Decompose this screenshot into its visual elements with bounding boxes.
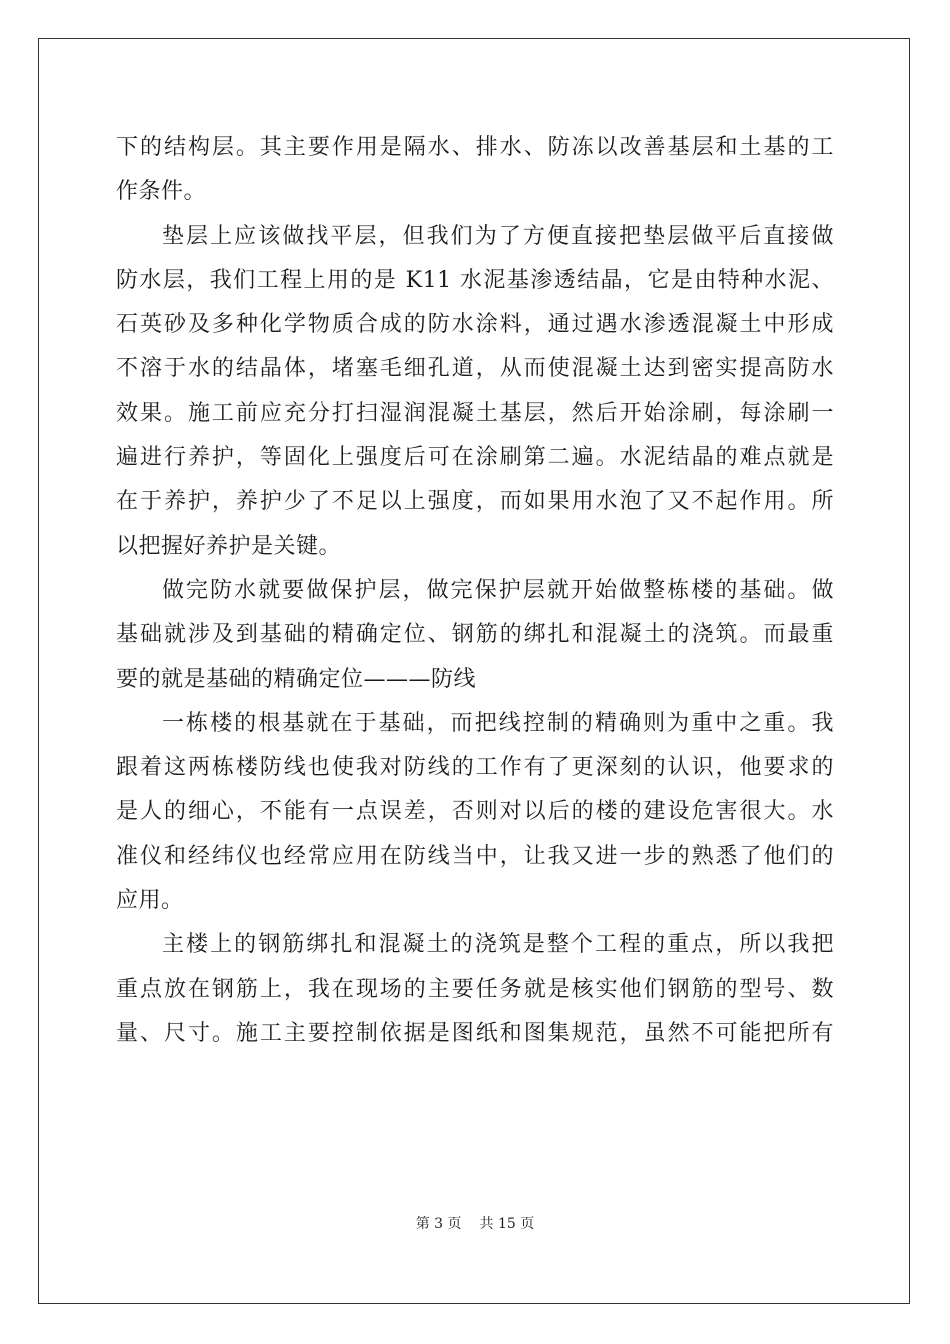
text-line: 在于养护，养护少了不足以上强度，而如果用水泡了又不起作用。所: [116, 489, 834, 515]
text-line: 准仪和经纬仪也经常应用在防线当中，让我又进一步的熟悉了他们的: [116, 843, 834, 869]
page-footer: [0, 1214, 950, 1234]
text-line: 要的就是基础的精确定位———防线: [116, 666, 477, 692]
text-line: 做完防水就要做保护层，做完保护层就开始做整栋楼的基础。做: [162, 577, 834, 603]
text-line: 主楼上的钢筋绑扎和混凝土的浇筑是整个工程的重点，所以我把: [162, 932, 834, 958]
text-line: 石英砂及多种化学物质合成的防水涂料，通过遇水渗透混凝土中形成: [116, 312, 834, 338]
text-line: 遍进行养护，等固化上强度后可在涂刷第二遍。水泥结晶的难点就是: [116, 445, 834, 471]
page-total: 共 15 页: [479, 1216, 535, 1232]
text-line: 是人的细心，不能有一点误差，否则对以后的楼的建设危害很大。水: [116, 799, 834, 825]
text-line: 应用。: [116, 888, 184, 914]
text-line: 基础就涉及到基础的精确定位、钢筋的绑扎和混凝土的浇筑。而最重: [116, 622, 834, 648]
document-body: [116, 126, 834, 1056]
text-line: 量、尺寸。施工主要控制依据是图纸和图集规范，虽然不可能把所有: [116, 1020, 834, 1046]
text-line: 跟着这两栋楼防线也使我对防线的工作有了更深刻的认识，他要求的: [116, 755, 834, 781]
text-line: 重点放在钢筋上，我在现场的主要任务就是核实他们钢筋的型号、数: [116, 976, 834, 1002]
text-line: 不溶于水的结晶体，堵塞毛细孔道，从而使混凝土达到密实提高防水: [116, 356, 834, 382]
text-line: 以把握好养护是关键。: [116, 533, 342, 559]
page-number: 第 3 页: [415, 1216, 462, 1232]
text-line: 作条件。: [116, 179, 207, 205]
text-line: 一栋楼的根基就在于基础，而把线控制的精确则为重中之重。我: [162, 710, 834, 736]
text-line: 下的结构层。其主要作用是隔水、排水、防冻以改善基层和土基的工: [116, 135, 834, 160]
text-line: 效果。施工前应充分打扫湿润混凝土基层，然后开始涂刷，每涂刷一: [116, 400, 834, 426]
text-line: 垫层上应该做找平层，但我们为了方便直接把垫层做平后直接做: [162, 223, 834, 249]
text-line: 防水层，我们工程上用的是 K11 水泥基渗透结晶，它是由特种水泥、: [116, 267, 834, 293]
